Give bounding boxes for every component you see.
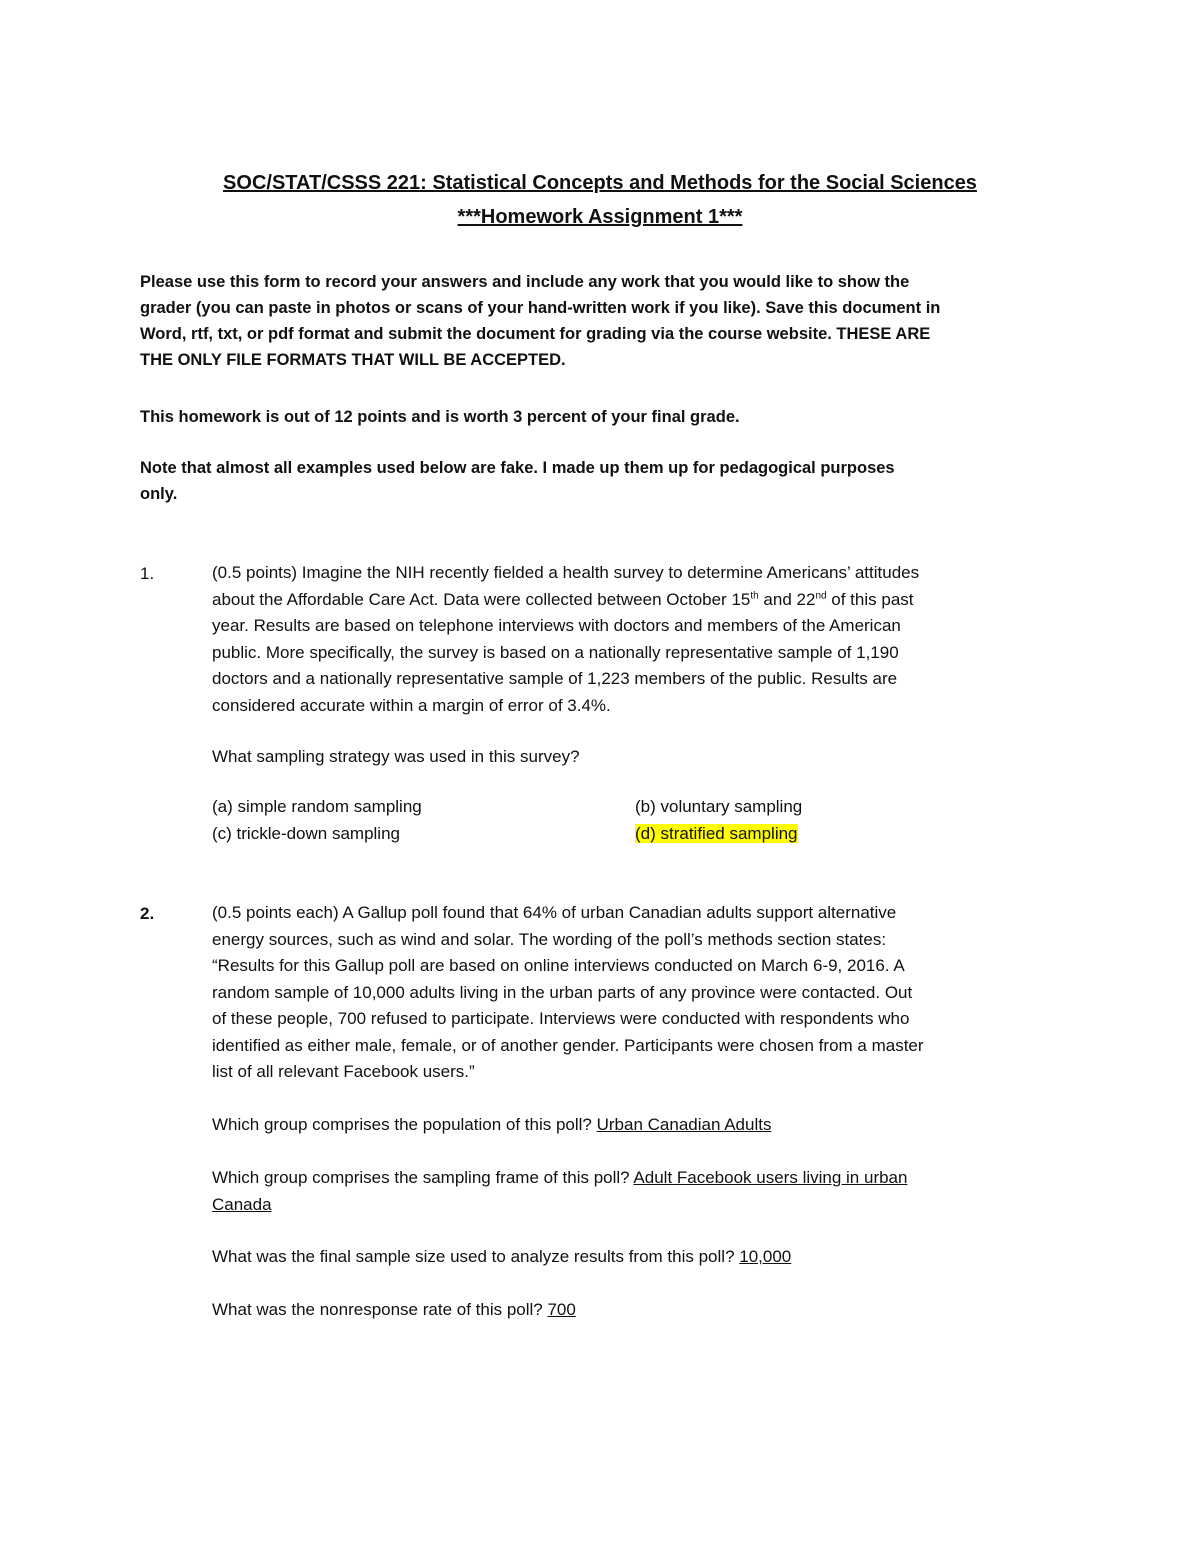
- instructions-line: Please use this form to record your answers and include any work that you would like to show the: [140, 273, 910, 291]
- question-line: about the Affordable Care Act. Data were collected between October 15th and 22nd of this past: [212, 589, 914, 609]
- question-line: doctors and a nationally representative sample of 1,223 members of the public. Results are: [212, 669, 898, 688]
- question-line: (0.5 points) Imagine the NIH recently fielded a health survey to determine Americans’ attitudes: [212, 563, 920, 582]
- population-question: Which group comprises the population of this poll? Urban Canadian Adults: [212, 1115, 772, 1134]
- points-note: This homework is out of 12 points and is worth 3 percent of your final grade.: [140, 408, 740, 426]
- option-b: (b) voluntary sampling: [635, 797, 803, 816]
- option-a: (a) simple random sampling: [212, 797, 422, 816]
- question-1-body: [212, 560, 1062, 719]
- question-line: considered accurate within a margin of error of 3.4%.: [212, 695, 611, 715]
- question-line: random sample of 10,000 adults living in the urban parts of any province were contacted. Out: [212, 982, 913, 1002]
- sampling-frame-answer-cont: Canada: [212, 1194, 272, 1214]
- question-line: list of all relevant Facebook users.”: [212, 1062, 475, 1081]
- fake-examples-note: [140, 455, 1070, 507]
- question-2-number: 2.: [140, 904, 155, 923]
- sample-size-question: What was the final sample size used to analyze results from this poll? 10,000: [212, 1247, 792, 1266]
- instructions-line: Word, rtf, txt, or pdf format and submit the document for grading via the course website. THESE ARE: [140, 325, 931, 343]
- question-line: energy sources, such as wind and solar. The wording of the poll’s methods section states:: [212, 929, 887, 949]
- population-answer: Urban Canadian Adults: [596, 1115, 772, 1134]
- question-line: (0.5 points each) A Gallup poll found that 64% of urban Canadian adults support alternative: [212, 903, 897, 922]
- instructions-paragraph: [140, 269, 1070, 373]
- question-line: “Results for this Gallup poll are based on online interviews conducted on March 6-9, 2016. A: [212, 956, 905, 975]
- highlighted-answer: (d) stratified sampling: [635, 824, 798, 843]
- option-c: (c) trickle-down sampling: [212, 824, 400, 843]
- question-line: year. Results are based on telephone interviews with doctors and members of the American: [212, 616, 901, 635]
- sampling-frame-question: Which group comprises the sampling frame of this poll? Adult Facebook users living in urban Canada: [212, 1168, 908, 1214]
- question-1-number: 1.: [140, 564, 155, 583]
- nonresponse-answer: 700: [547, 1300, 576, 1319]
- question-line: identified as either male, female, or of another gender. Participants were chosen from a master: [212, 1035, 924, 1055]
- question-1-prompt: What sampling strategy was used in this survey?: [212, 747, 580, 766]
- option-d-selected: [635, 824, 798, 844]
- instructions-line: THE ONLY FILE FORMATS THAT WILL BE ACCEPTED.: [140, 351, 566, 369]
- sample-size-answer: 10,000: [739, 1247, 792, 1266]
- question-line: of these people, 700 refused to participate. Interviews were conducted with respondents who: [212, 1009, 910, 1028]
- assignment-title: ***Homework Assignment 1***: [457, 206, 743, 228]
- note-line: Note that almost all examples used below are fake. I made up them up for pedagogical purposes: [140, 459, 895, 477]
- course-title: SOC/STAT/CSSS 221: Statistical Concepts and Methods for the Social Sciences: [223, 172, 977, 194]
- instructions-line: grader (you can paste in photos or scans of your hand-written work if you like). Save this document in: [140, 299, 941, 317]
- question-2-body: [212, 900, 1062, 1086]
- question-line: public. More specifically, the survey is based on a nationally representative sample of 1,190: [212, 642, 899, 662]
- sampling-frame-answer: Adult Facebook users living in urban: [633, 1168, 908, 1187]
- note-line: only.: [140, 485, 178, 503]
- nonresponse-question: What was the nonresponse rate of this poll? 700: [212, 1300, 576, 1319]
